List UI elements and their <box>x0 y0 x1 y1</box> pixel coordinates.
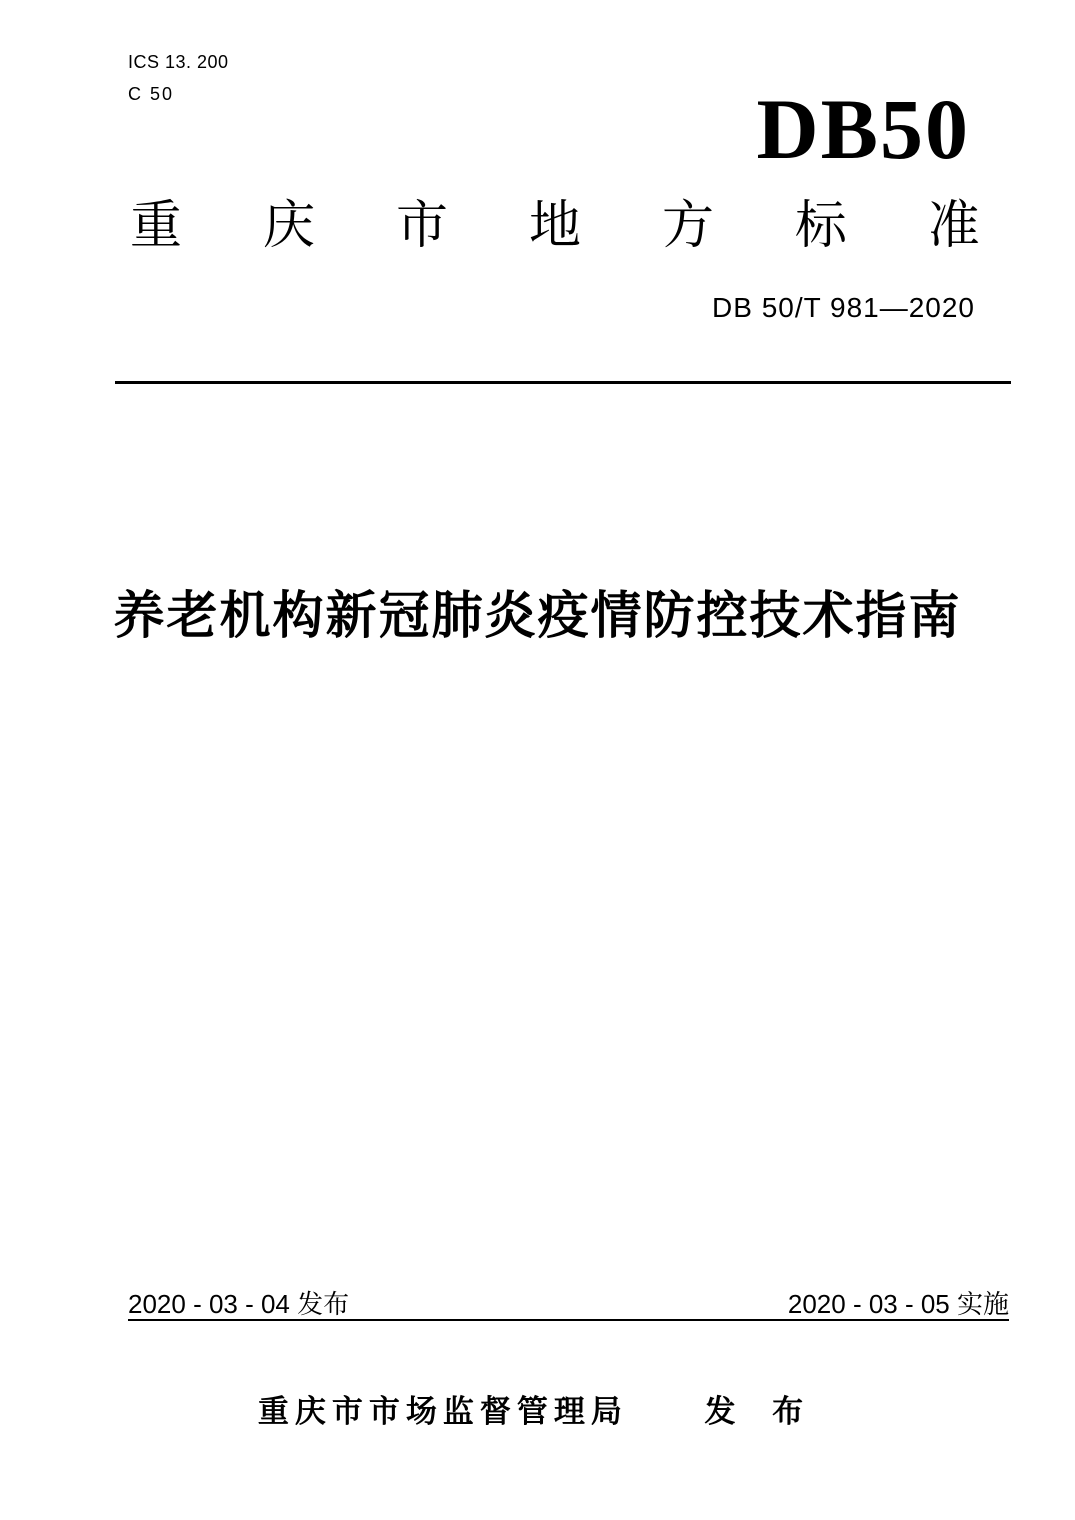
standard-type-char: 准 <box>927 197 980 255</box>
db50-logo: DB50 <box>756 81 970 177</box>
standard-type-char: 方 <box>661 197 714 255</box>
footer-divider <box>128 1319 1009 1321</box>
implementation-date: 2020 - 03 - 05 实施 <box>787 1289 1009 1319</box>
header-divider <box>115 381 1011 384</box>
standard-number: DB 50/T 981—2020 <box>712 292 975 323</box>
ics-code: ICS 13. 200 <box>128 52 229 72</box>
standard-type-title <box>130 198 980 255</box>
publisher-row <box>0 1386 1075 1431</box>
issue-date: 2020 - 03 - 04 发布 <box>128 1289 350 1319</box>
classification-code: C 50 <box>128 84 175 104</box>
standard-type-char: 重 <box>130 197 183 255</box>
publisher-name: 重庆市市场监督管理局 <box>257 1394 628 1429</box>
standard-type-char: 市 <box>395 197 448 255</box>
footer-dates <box>128 1284 1009 1321</box>
standard-type-char: 地 <box>528 197 581 255</box>
standard-type-char: 庆 <box>262 197 315 255</box>
publish-label: 发 布 <box>704 1394 818 1429</box>
standard-type-char: 标 <box>794 197 847 255</box>
document-title: 养老机构新冠肺炎疫情防控技术指南 <box>113 587 962 644</box>
